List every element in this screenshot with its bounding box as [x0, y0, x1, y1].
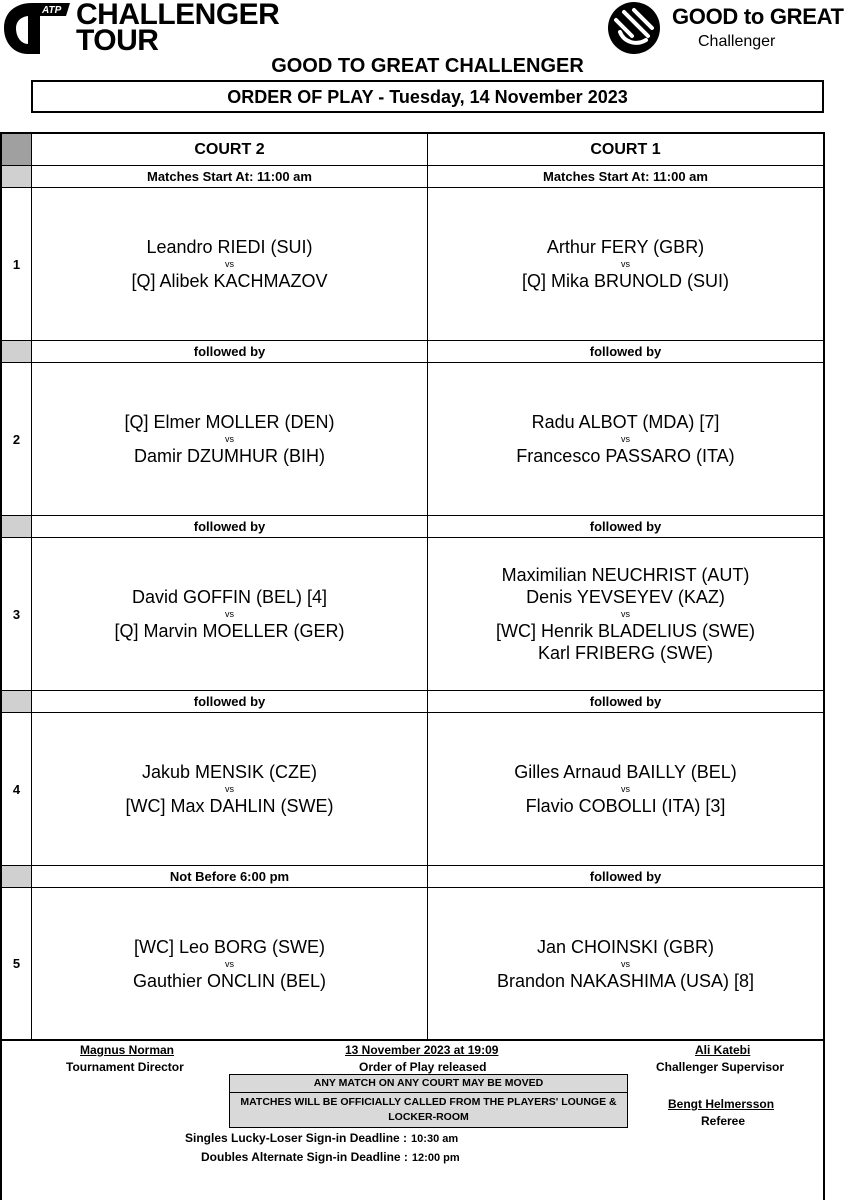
- atp-mark-text: ATP: [42, 5, 62, 16]
- court-1-match-2: [427, 362, 825, 515]
- match-row-5: [0, 887, 825, 1039]
- player-a: Jakub MENSIK (CZE): [141, 762, 318, 782]
- player-b: Flavio COBOLLI (ITA) [3]: [525, 796, 726, 816]
- row-number: 4: [0, 712, 31, 865]
- court-1-match-4: [427, 712, 825, 865]
- singles-deadline-time: 10:30 am: [411, 1133, 459, 1145]
- player-b: Brandon NAKASHIMA (USA) [8]: [496, 970, 755, 991]
- court-2-separator: followed by: [31, 340, 427, 362]
- court-1-start-time: Matches Start At: 11:00 am: [427, 165, 825, 187]
- director-role: Tournament Director: [66, 1060, 184, 1074]
- court-1-header: COURT 1: [427, 132, 825, 165]
- match-row-3: [0, 537, 825, 690]
- doubles-deadline: [201, 1150, 460, 1164]
- release-text: Order of Play released: [359, 1060, 487, 1074]
- court-2-match-1: [31, 187, 427, 340]
- corner-cell: [0, 132, 31, 165]
- player-a: Gilles Arnaud BAILLY (BEL): [514, 762, 737, 782]
- player-a: Radu ALBOT (MDA) [7]: [531, 412, 720, 432]
- row-number: 2: [0, 362, 31, 515]
- referee-role: Referee: [701, 1114, 746, 1128]
- supervisor-name: Ali Katebi: [695, 1043, 751, 1057]
- player-b: [Q] Marvin MOELLER (GER): [114, 621, 345, 641]
- court-2-separator: Not Before 6:00 pm: [31, 865, 427, 887]
- atp-logo-line1: CHALLENGER: [76, 0, 280, 31]
- tournament-title: GOOD TO GREAT CHALLENGER: [271, 55, 584, 77]
- team-b-player-1: [WC] Henrik BLADELIUS (SWE): [495, 621, 756, 641]
- gtg-logo-subtitle: Challenger: [698, 33, 776, 50]
- team-a-player-1: Maximilian NEUCHRIST (AUT): [501, 565, 750, 585]
- player-b: Gauthier ONCLIN (BEL): [132, 970, 327, 991]
- player-b: [Q] Alibek KACHMAZOV: [131, 271, 328, 291]
- player-b: Francesco PASSARO (ITA): [516, 446, 735, 466]
- player-a: [WC] Leo BORG (SWE): [133, 936, 326, 957]
- player-b: [WC] Max DAHLIN (SWE): [125, 796, 334, 816]
- separator-marker: [0, 690, 31, 712]
- separator-row-2: [0, 340, 825, 362]
- court-2-match-5: [31, 887, 427, 1039]
- court-1-separator: followed by: [427, 340, 825, 362]
- row-number: 5: [0, 887, 31, 1039]
- notice-match-moved: ANY MATCH ON ANY COURT MAY BE MOVED: [230, 1075, 627, 1093]
- court-2-start-time: Matches Start At: 11:00 am: [31, 165, 427, 187]
- vs-label: vs: [621, 609, 630, 619]
- separator-marker: [0, 340, 31, 362]
- singles-deadline: [185, 1131, 458, 1145]
- atp-logo-icon: [0, 0, 74, 56]
- court-header-row: [0, 132, 825, 165]
- vs-label: vs: [225, 434, 234, 444]
- player-a: David GOFFIN (BEL) [4]: [131, 587, 328, 607]
- vs-label: vs: [225, 609, 234, 619]
- court-2-header: COURT 2: [31, 132, 427, 165]
- vs-label: vs: [225, 259, 234, 269]
- vs-label: vs: [225, 784, 234, 794]
- player-b: Damir DZUMHUR (BIH): [134, 446, 325, 466]
- start-time-marker: [0, 165, 31, 187]
- separator-row-3: [0, 515, 825, 537]
- court-1-match-1: [427, 187, 825, 340]
- doubles-deadline-time: 12:00 pm: [411, 1152, 460, 1164]
- row-number: 1: [0, 187, 31, 340]
- player-a: [Q] Elmer MOLLER (DEN): [124, 412, 335, 432]
- vs-label: vs: [621, 434, 630, 444]
- player-a: Jan CHOINSKI (GBR): [536, 936, 715, 957]
- match-row-1: [0, 187, 825, 340]
- notice-officially-called: MATCHES WILL BE OFFICIALLY CALLED FROM THE PLAYERS' LOUNGE & LOCKER-ROOM: [230, 1093, 627, 1127]
- player-a: Leandro RIEDI (SUI): [146, 237, 313, 257]
- match-row-2: [0, 362, 825, 515]
- notice-box: [229, 1074, 628, 1128]
- gtg-emblem-icon: [604, 0, 664, 56]
- order-of-play-date: ORDER OF PLAY - Tuesday, 14 November 2023: [31, 80, 824, 113]
- court-2-separator: followed by: [31, 515, 427, 537]
- player-b: [Q] Mika BRUNOLD (SUI): [521, 271, 730, 291]
- court-1-separator: followed by: [427, 865, 825, 887]
- vs-label: vs: [621, 784, 630, 794]
- vs-label: vs: [621, 259, 630, 269]
- referee-name: Bengt Helmersson: [668, 1097, 775, 1111]
- match-row-4: [0, 712, 825, 865]
- footer: [0, 1039, 825, 1200]
- court-2-match-2: [31, 362, 427, 515]
- court-1-separator: followed by: [427, 515, 825, 537]
- court-1-match-5: [427, 887, 825, 1039]
- court-1-separator: followed by: [427, 690, 825, 712]
- atp-logo-line2: TOUR: [76, 24, 159, 57]
- release-date: 13 November 2023 at 19:09: [345, 1043, 499, 1057]
- separator-marker: [0, 515, 31, 537]
- doubles-deadline-label: Doubles Alternate Sign-in Deadline :: [201, 1150, 408, 1164]
- separator-row-5: [0, 865, 825, 887]
- start-time-row: [0, 165, 825, 187]
- team-b-player-2: Karl FRIBERG (SWE): [537, 643, 713, 663]
- gtg-logo-title: GOOD to GREAT: [672, 4, 844, 29]
- player-a: Arthur FERY (GBR): [546, 237, 705, 257]
- court-2-separator: followed by: [31, 690, 427, 712]
- atp-challenger-tour-logo: [0, 0, 280, 60]
- court-2-match-4: [31, 712, 427, 865]
- separator-marker: [0, 865, 31, 887]
- court-1-match-3: [427, 537, 825, 690]
- director-name: Magnus Norman: [80, 1043, 175, 1057]
- vs-label: vs: [225, 958, 234, 969]
- supervisor-role: Challenger Supervisor: [656, 1060, 785, 1074]
- court-2-match-3: [31, 537, 427, 690]
- good-to-great-logo: [604, 0, 844, 58]
- team-a-player-2: Denis YEVSEYEV (KAZ): [526, 587, 725, 607]
- row-number: 3: [0, 537, 31, 690]
- vs-label: vs: [621, 958, 630, 969]
- singles-deadline-label: Singles Lucky-Loser Sign-in Deadline :: [185, 1131, 408, 1145]
- separator-row-4: [0, 690, 825, 712]
